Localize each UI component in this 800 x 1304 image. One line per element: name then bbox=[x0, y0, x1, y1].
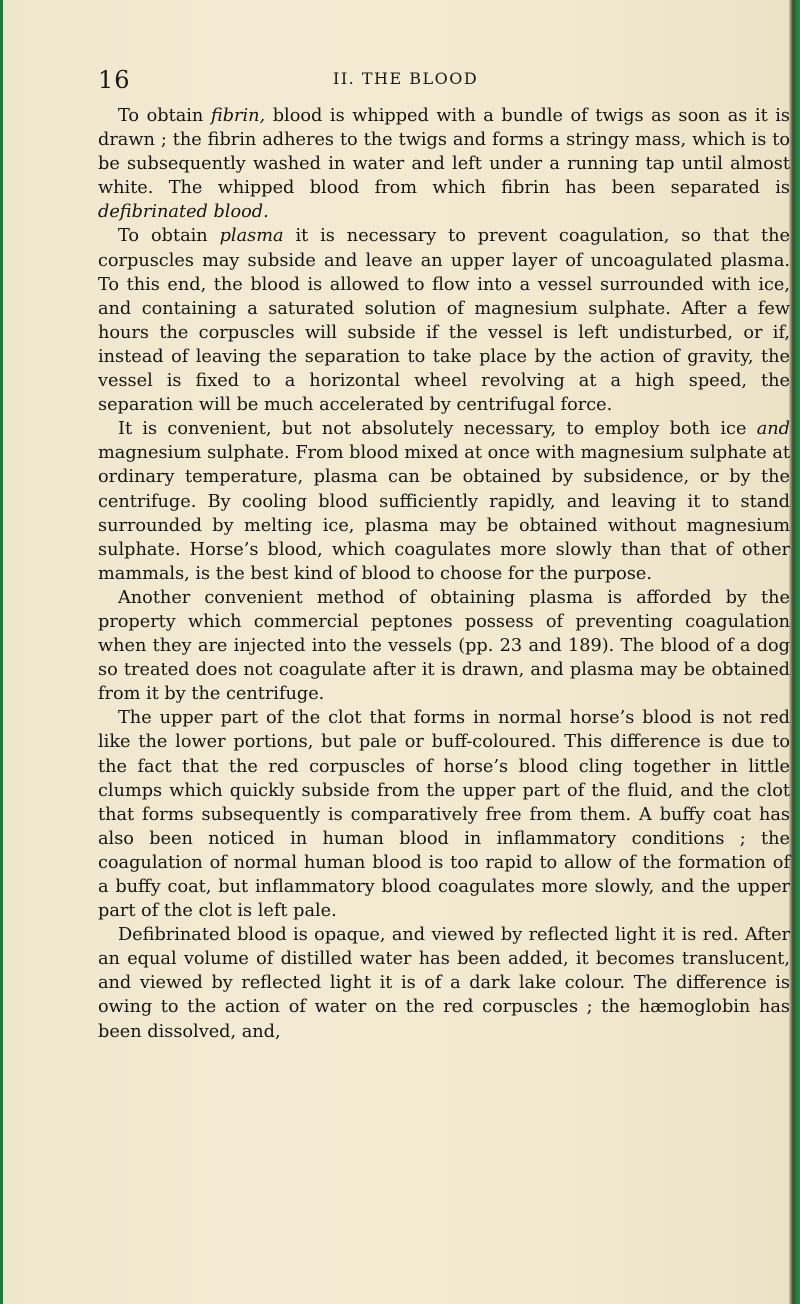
term-and: and bbox=[756, 419, 790, 440]
term-defibrinated-blood: defibrinated blood. bbox=[98, 202, 269, 223]
left-page-edge bbox=[0, 0, 3, 1304]
page-header bbox=[0, 62, 800, 92]
paragraph-fibrin: To obtain fibrin, blood is whipped with a bundle of twigs as soon as it is drawn ; the fibrin adheres to the twigs and forms a stringy mass, which is to be subsequently washed in water and left under a running tap until almost white. The whipped blood from which fibrin has been separated is defibrinated blood. bbox=[98, 106, 790, 223]
paragraph-buffy-coat: The upper part of the clot that forms in normal horse’s blood is not red like the lower portions, but pale or buff-coloured. This difference is due to the fact that the red corpuscles of horse’s blood cling together in little clumps which quickly subside from the upper part of the fluid, and the clot that forms subsequently is comparatively free from them. A buffy coat has also been noticed in human blood in inflammatory conditions ; the coagulation of normal human blood is too rapid to allow of the formation of a buffy coat, but inflammatory blood coagulates more slowly, and the upper part of the clot is left pale. bbox=[98, 708, 790, 922]
paragraph-plasma: To obtain plasma it is necessary to prevent coagulation, so that the corpuscles may subside and leave an upper layer of uncoagulated plasma. To this end, the blood is allowed to flow into a vessel surrounded with ice, and containing a saturated solution of magnesium sulphate. After a few hours the corpuscles will subside if the vessel is left undisturbed, or if, instead of leaving the separation to take place by the action of gravity, the vessel is fixed to a horizontal wheel revolving at a high speed, the separation will be much accelerated by centrifugal force. bbox=[98, 226, 790, 416]
paragraph-defibrinated-blood: Defibrinated blood is opaque, and viewed by reflected light it is red. After an equal volume of distilled water has been added, it becomes translucent, and viewed by reflected light it is of a dark lake colour. The difference is owing to the action of water on the red corpuscles ; the hæmoglobin has been dissolved, and, bbox=[98, 925, 790, 1042]
paragraph-ice-magnesium: It is convenient, but not absolutely necessary, to employ both ice and magnesium sulphate. From blood mixed at once with magnesium sulphate at ordinary temperature, plasma can be obtained by subsidence, or by the centrifuge. By cooling blood sufficiently rapidly, and leaving it to stand surrounded by melting ice, plasma may be obtained without magnesium sulphate. Horse’s blood, which coagulates more slowly than that of other mammals, is the best kind of blood to choose for the purpose. bbox=[98, 419, 790, 584]
term-fibrin: fibrin, bbox=[210, 106, 266, 126]
term-plasma: plasma bbox=[219, 226, 284, 247]
body-text bbox=[98, 104, 790, 1044]
paragraph-peptones: Another convenient method of obtaining plasma is afforded by the property which commercial peptones possess of preventing coagulation when they are injected into the vessels (pp. 23 and 189). The blood of a dog so treated does not coagulate after it is drawn, and plasma may be obtained from it by the centrifuge. bbox=[98, 587, 790, 705]
running-head: II. THE BLOOD bbox=[333, 69, 479, 88]
page-number: 16 bbox=[98, 66, 131, 94]
book-binding-edge bbox=[789, 0, 800, 1304]
